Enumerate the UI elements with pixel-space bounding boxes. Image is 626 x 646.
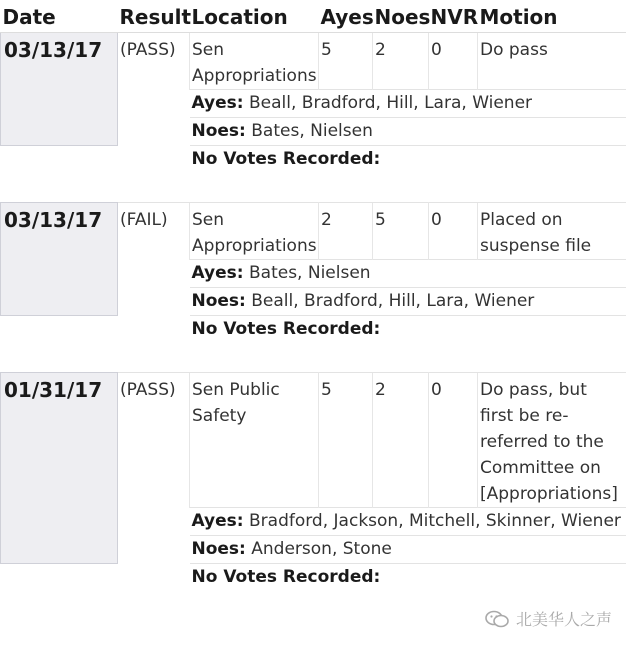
- vote-result: (PASS): [118, 373, 190, 508]
- noes-names: Bates, Nielsen: [251, 121, 373, 141]
- vote-noes-count: 2: [373, 33, 429, 90]
- vote-motion: Do pass, but first be re-referred to the Committee on [Appropriations]: [478, 373, 626, 508]
- header-row: [1, 0, 626, 33]
- vote-nvr-count: 0: [429, 203, 478, 260]
- vote-ayes-count: 2: [319, 203, 373, 260]
- no-votes-row: [1, 316, 626, 344]
- no-votes-row: [1, 564, 626, 592]
- header-result: Result: [118, 0, 190, 33]
- header-date: Date: [1, 0, 118, 33]
- vote-date: 03/13/17: [1, 33, 118, 146]
- no-votes-label: No Votes Recorded:: [191, 149, 381, 169]
- vote-location: Sen Appropriations: [190, 33, 319, 90]
- vote-ayes-count: 5: [319, 373, 373, 508]
- ayes-names: Bradford, Jackson, Mitchell, Skinner, Wiener: [249, 511, 621, 531]
- no-votes-label: No Votes Recorded:: [191, 567, 381, 587]
- vote-motion: Placed on suspense file: [478, 203, 626, 260]
- vote-record-row: [1, 203, 626, 260]
- spacer-row: [1, 343, 626, 373]
- vote-motion: Do pass: [478, 33, 626, 90]
- header-location: Location: [190, 0, 319, 33]
- vote-result: (PASS): [118, 33, 190, 90]
- no-votes-label: No Votes Recorded:: [191, 319, 381, 339]
- vote-date: 01/31/17: [1, 373, 118, 564]
- noes-label: Noes:: [191, 291, 246, 311]
- vote-record-row: [1, 33, 626, 90]
- spacer-row: [1, 173, 626, 203]
- vote-result: (FAIL): [118, 203, 190, 260]
- noes-label: Noes:: [191, 539, 246, 559]
- vote-record-row: [1, 373, 626, 508]
- no-votes-row: [1, 146, 626, 174]
- header-noes: Noes: [373, 0, 429, 33]
- ayes-names: Beall, Bradford, Hill, Lara, Wiener: [249, 93, 533, 113]
- ayes-names: Bates, Nielsen: [249, 263, 371, 283]
- vote-ayes-count: 5: [319, 33, 373, 90]
- noes-names: Anderson, Stone: [251, 539, 392, 559]
- watermark-text: 北美华人之声: [515, 610, 612, 629]
- wechat-search-icon: [484, 609, 510, 629]
- vote-location: Sen Appropriations: [190, 203, 319, 260]
- vote-date: 03/13/17: [1, 203, 118, 316]
- vote-location: Sen Public Safety: [190, 373, 319, 508]
- header-ayes: Ayes: [319, 0, 373, 33]
- ayes-label: Ayes:: [191, 263, 244, 283]
- vote-nvr-count: 0: [429, 373, 478, 508]
- noes-names: Beall, Bradford, Hill, Lara, Wiener: [251, 291, 535, 311]
- ayes-label: Ayes:: [191, 511, 244, 531]
- header-motion: Motion: [478, 0, 626, 33]
- vote-noes-count: 5: [373, 203, 429, 260]
- header-nvr: NVR: [429, 0, 478, 33]
- noes-label: Noes:: [191, 121, 246, 141]
- ayes-label: Ayes:: [191, 93, 244, 113]
- vote-noes-count: 2: [373, 373, 429, 508]
- watermark: [484, 607, 612, 630]
- vote-nvr-count: 0: [429, 33, 478, 90]
